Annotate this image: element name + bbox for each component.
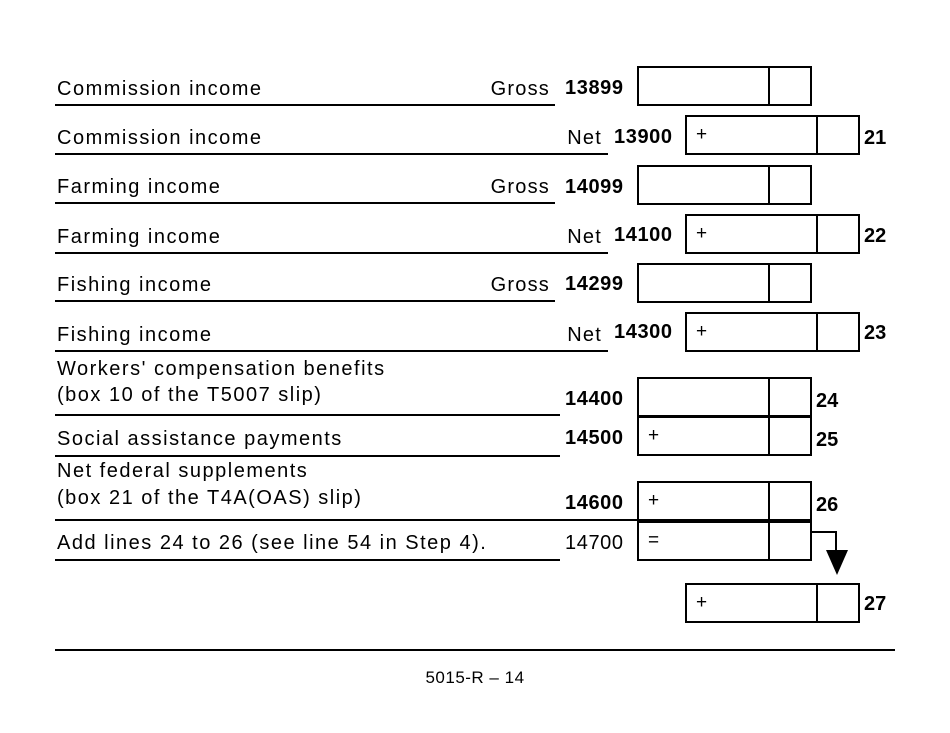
fishing-gross-label: Fishing income bbox=[57, 274, 213, 296]
cents-separator bbox=[768, 167, 770, 203]
divider bbox=[55, 252, 608, 254]
cents-separator bbox=[768, 483, 770, 519]
farming-net-amount-field[interactable] bbox=[685, 214, 860, 254]
workers-comp-code: 14400 bbox=[565, 388, 624, 410]
carry-down-arrow-icon bbox=[805, 525, 865, 580]
divider bbox=[55, 300, 555, 302]
fishing-gross-amount-field[interactable] bbox=[637, 263, 812, 303]
divider bbox=[55, 350, 608, 352]
cents-separator bbox=[768, 523, 770, 559]
divider bbox=[55, 414, 560, 416]
divider bbox=[55, 104, 555, 106]
commission-net-code: 13900 bbox=[614, 126, 673, 148]
fishing-net-kind: Net bbox=[567, 324, 602, 346]
fishing-net-label: Fishing income bbox=[57, 324, 213, 346]
cents-separator bbox=[816, 314, 818, 350]
page-footer-label: 5015-R – 14 bbox=[425, 668, 525, 687]
line-number-24: 24 bbox=[816, 390, 839, 412]
farming-gross-amount-field[interactable] bbox=[637, 165, 812, 205]
farming-gross-label: Farming income bbox=[57, 176, 222, 198]
social-assistance-label: Social assistance payments bbox=[57, 428, 343, 450]
farming-net-label: Farming income bbox=[57, 226, 222, 248]
cents-separator bbox=[816, 117, 818, 153]
cents-separator bbox=[768, 418, 770, 454]
workers-comp-label-line2: (box 10 of the T5007 slip) bbox=[57, 384, 323, 406]
plus-operator: + bbox=[696, 592, 708, 613]
total-amount-field[interactable] bbox=[685, 583, 860, 623]
line-number-27: 27 bbox=[864, 593, 887, 615]
divider bbox=[55, 153, 608, 155]
plus-operator: + bbox=[648, 425, 660, 446]
net-federal-label-line1: Net federal supplements bbox=[57, 460, 309, 482]
commission-gross-code: 13899 bbox=[565, 77, 624, 99]
plus-operator: + bbox=[696, 223, 708, 244]
net-federal-code: 14600 bbox=[565, 492, 624, 514]
divider bbox=[55, 519, 640, 521]
commission-net-amount-field[interactable] bbox=[685, 115, 860, 155]
add-lines-code: 14700 bbox=[565, 532, 624, 554]
fishing-gross-code: 14299 bbox=[565, 273, 624, 295]
divider bbox=[55, 455, 560, 457]
cents-separator bbox=[768, 265, 770, 301]
fishing-gross-kind: Gross bbox=[490, 274, 550, 296]
divider bbox=[55, 202, 555, 204]
line-number-23: 23 bbox=[864, 322, 887, 344]
plus-operator: + bbox=[648, 490, 660, 511]
line-number-22: 22 bbox=[864, 225, 887, 247]
farming-net-kind: Net bbox=[567, 226, 602, 248]
cents-separator bbox=[768, 379, 770, 415]
net-federal-amount-field[interactable] bbox=[637, 481, 812, 521]
fishing-net-code: 14300 bbox=[614, 321, 673, 343]
fishing-net-amount-field[interactable] bbox=[685, 312, 860, 352]
add-lines-amount-field[interactable] bbox=[637, 521, 812, 561]
commission-net-label: Commission income bbox=[57, 127, 263, 149]
commission-gross-amount-field[interactable] bbox=[637, 66, 812, 106]
plus-operator: + bbox=[696, 321, 708, 342]
footer-divider bbox=[55, 649, 895, 651]
cents-separator bbox=[816, 216, 818, 252]
farming-gross-kind: Gross bbox=[490, 176, 550, 198]
divider bbox=[55, 559, 560, 561]
line-number-25: 25 bbox=[816, 429, 839, 451]
cents-separator bbox=[816, 585, 818, 621]
plus-operator: + bbox=[696, 124, 708, 145]
farming-gross-code: 14099 bbox=[565, 176, 624, 198]
commission-net-kind: Net bbox=[567, 127, 602, 149]
add-lines-label: Add lines 24 to 26 (see line 54 in Step 4). bbox=[57, 532, 488, 554]
net-federal-label-line2: (box 21 of the T4A(OAS) slip) bbox=[57, 487, 363, 509]
commission-gross-label: Commission income bbox=[57, 78, 263, 100]
line-number-21: 21 bbox=[864, 127, 887, 149]
commission-gross-kind: Gross bbox=[490, 78, 550, 100]
line-number-26: 26 bbox=[816, 494, 839, 516]
cents-separator bbox=[768, 68, 770, 104]
social-assistance-code: 14500 bbox=[565, 427, 624, 449]
workers-comp-label-line1: Workers' compensation benefits bbox=[57, 358, 386, 380]
workers-comp-amount-field[interactable] bbox=[637, 377, 812, 417]
farming-net-code: 14100 bbox=[614, 224, 673, 246]
equals-operator: = bbox=[648, 530, 660, 551]
social-assistance-amount-field[interactable] bbox=[637, 416, 812, 456]
